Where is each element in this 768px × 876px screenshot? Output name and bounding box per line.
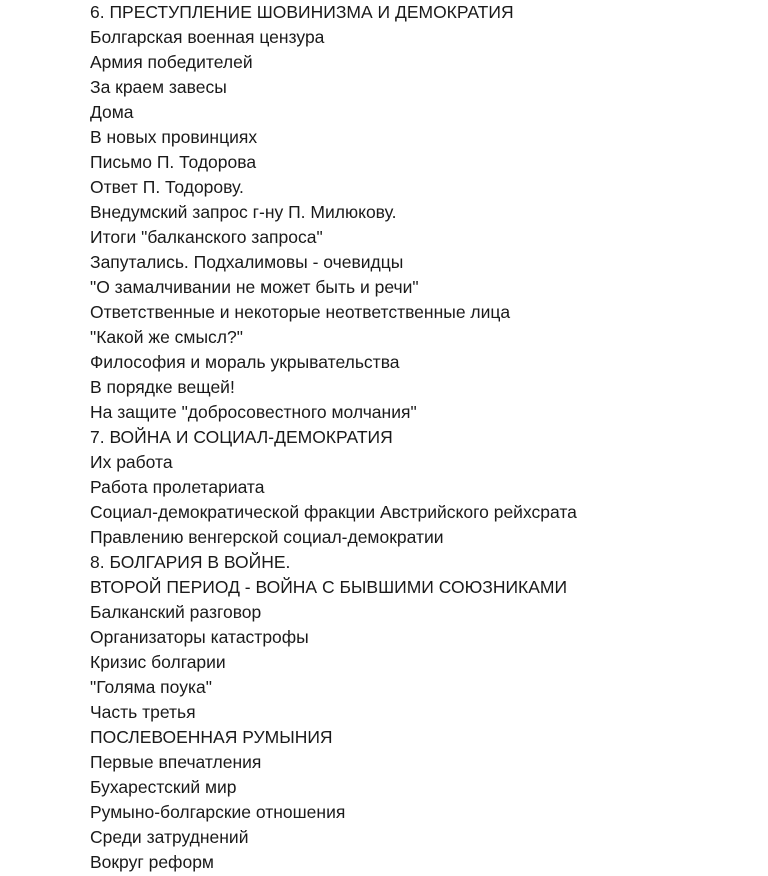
toc-item[interactable]: "Голяма поука" (90, 677, 212, 697)
toc-item[interactable]: Внедумский запрос г-ну П. Милюкову. (90, 202, 397, 222)
toc-item[interactable]: Работа пролетариата (90, 477, 265, 497)
toc-item[interactable]: За краем завесы (90, 77, 227, 97)
toc-item[interactable]: Первые впечатления (90, 752, 262, 772)
toc-item[interactable]: В новых провинциях (90, 127, 258, 147)
toc-subheading[interactable]: ПОСЛЕВОЕННАЯ РУМЫНИЯ (90, 727, 333, 747)
toc-item[interactable]: Кризис болгарии (90, 652, 226, 672)
toc-item[interactable]: Армия победителей (90, 52, 253, 72)
toc-item[interactable]: Правлению венгерской социал-демократии (90, 527, 444, 547)
toc-item[interactable]: Философия и мораль укрывательства (90, 352, 400, 372)
toc-item[interactable]: Бухарестский мир (90, 777, 237, 797)
toc-item[interactable]: Социал-демократической фракции Австрийского рейхсрата (90, 502, 577, 522)
toc-item[interactable]: "Какой же смысл?" (90, 327, 243, 347)
toc-part-heading[interactable]: Часть третья (90, 702, 196, 722)
toc-item[interactable]: Организаторы катастрофы (90, 627, 309, 647)
toc-item[interactable]: Ответ П. Тодорову. (90, 177, 244, 197)
toc-item[interactable]: Письмо П. Тодорова (90, 152, 257, 172)
table-of-contents (90, 0, 577, 875)
toc-item[interactable]: На защите "добросовестного молчания" (90, 402, 417, 422)
toc-item[interactable]: "О замалчивании не может быть и речи" (90, 277, 419, 297)
toc-item[interactable]: В порядке вещей! (90, 377, 235, 397)
toc-item[interactable]: Ответственные и некоторые неответственные лица (90, 302, 511, 322)
toc-heading-section-7[interactable]: 7. ВОЙНА И СОЦИАЛ-ДЕМОКРАТИЯ (90, 427, 393, 447)
toc-item[interactable]: Болгарская военная цензура (90, 27, 325, 47)
toc-item[interactable]: Балканский разговор (90, 602, 262, 622)
toc-subheading[interactable]: ВТОРОЙ ПЕРИОД - ВОЙНА С БЫВШИМИ СОЮЗНИКАМИ (90, 577, 568, 597)
toc-item[interactable]: Их работа (90, 452, 173, 472)
toc-heading-section-6[interactable]: 6. ПРЕСТУПЛЕНИЕ ШОВИНИЗМА И ДЕМОКРАТИЯ (90, 2, 514, 22)
toc-item[interactable]: Вокруг реформ (90, 852, 214, 872)
toc-item[interactable]: Итоги "балканского запроса" (90, 227, 323, 247)
toc-item[interactable]: Румыно-болгарские отношения (90, 802, 346, 822)
toc-item[interactable]: Запутались. Подхалимовы - очевидцы (90, 252, 404, 272)
toc-item[interactable]: Дома (90, 102, 134, 122)
toc-heading-section-8[interactable]: 8. БОЛГАРИЯ В ВОЙНЕ. (90, 552, 291, 572)
toc-item[interactable]: Среди затруднений (90, 827, 249, 847)
